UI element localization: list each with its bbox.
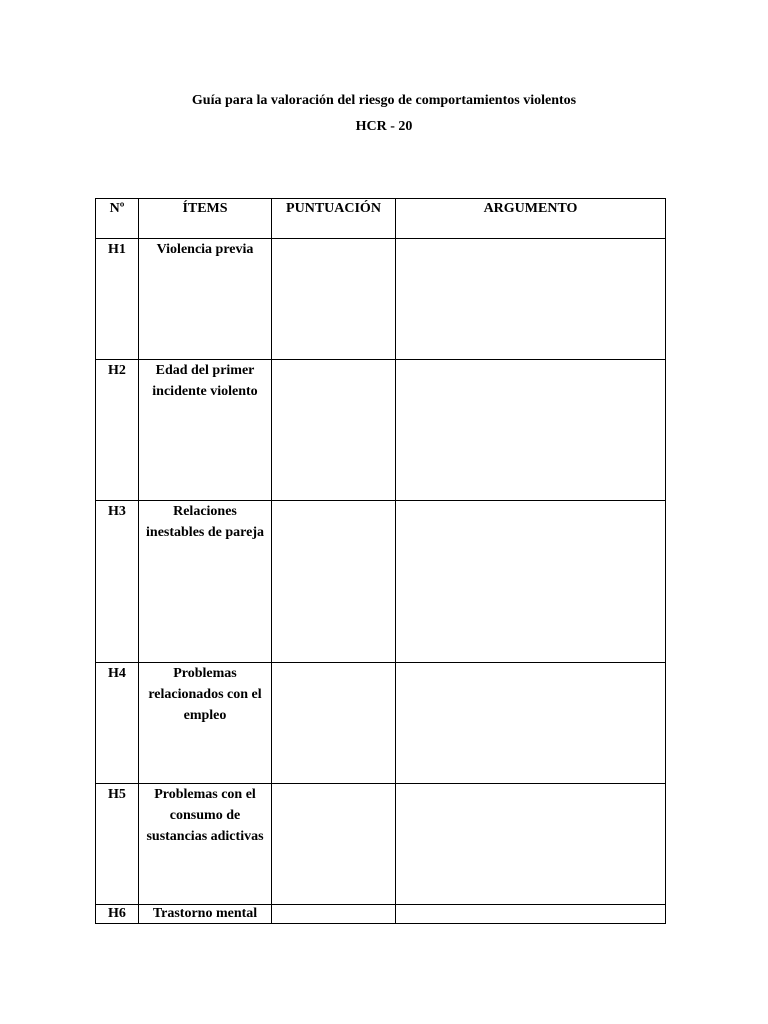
row-code: H3 [96, 501, 139, 663]
row-argument-cell[interactable] [396, 501, 666, 663]
row-score-cell[interactable] [272, 905, 396, 924]
document-title: Guía para la valoración del riesgo de comportamientos violentos [191, 93, 577, 108]
row-score-cell[interactable] [272, 784, 396, 905]
row-argument-cell[interactable] [396, 663, 666, 784]
row-score-cell[interactable] [272, 360, 396, 501]
row-argument-cell[interactable] [396, 905, 666, 924]
header-score: PUNTUACIÓN [272, 199, 396, 239]
table-row [96, 239, 666, 360]
table-header-row [96, 199, 666, 239]
document-subtitle: HCR - 20 [355, 119, 413, 134]
hcr-assessment-table [95, 198, 666, 924]
row-item: Problemas con el consumo de sustancias adictivas [139, 784, 272, 905]
row-code: H5 [96, 784, 139, 905]
row-argument-cell[interactable] [396, 784, 666, 905]
row-code: H4 [96, 663, 139, 784]
row-argument-cell[interactable] [396, 360, 666, 501]
row-score-cell[interactable] [272, 501, 396, 663]
row-item: Problemas relacionados con el empleo [139, 663, 272, 784]
row-code: H6 [96, 905, 139, 924]
table-row [96, 663, 666, 784]
row-score-cell[interactable] [272, 239, 396, 360]
header-argument: ARGUMENTO [396, 199, 666, 239]
table-row [96, 360, 666, 501]
row-code: H1 [96, 239, 139, 360]
header-number: Nº [96, 199, 139, 239]
table-row [96, 784, 666, 905]
table-row [96, 501, 666, 663]
row-argument-cell[interactable] [396, 239, 666, 360]
row-item: Relaciones inestables de pareja [139, 501, 272, 663]
table-row [96, 905, 666, 924]
row-item: Edad del primer incidente violento [139, 360, 272, 501]
row-code: H2 [96, 360, 139, 501]
header-items: ÍTEMS [139, 199, 272, 239]
row-item: Trastorno mental [139, 905, 272, 924]
row-score-cell[interactable] [272, 663, 396, 784]
row-item: Violencia previa [139, 239, 272, 360]
